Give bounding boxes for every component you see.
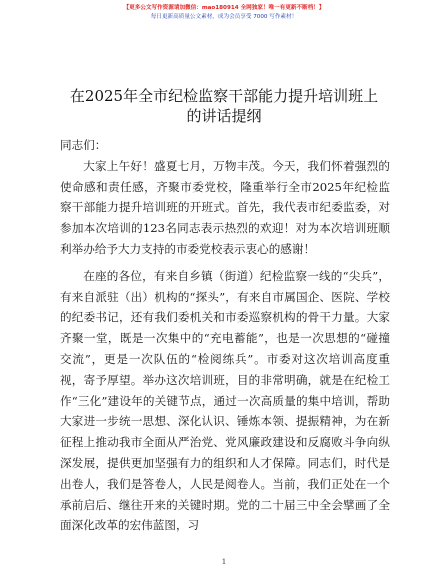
title-line-2: 的讲话提纲 [186,107,262,125]
salutation: 同志们： [60,138,107,152]
document-body [60,135,390,536]
title-line-1: 在2025年全市纪检监察干部能力提升培训班上 [69,87,379,105]
promo-line-2: 每日更新高质量公文素材，成为会员享受 7000 写作素材！ [150,14,298,20]
paragraph-1: 大家上午好！盛夏七月，万物丰茂。今天，我们怀着强烈的使命感和责任感，齐聚市委党校，隆重举行全市2025年纪检监察干部能力提升培训班的开班式。首先，我代表市纪委监委，对参加本次培训的123名同志表示热烈的欢迎！对为本次培训班顺利举办给予大力支持的市委党校表示衷心的感谢！ [60,158,390,256]
document-title [0,86,448,126]
paragraph-2: 在座的各位，有来自乡镇（街道）纪检监察一线的“尖兵”，有来自派驻（出）机构的“探头”，有来自市属国企、医院、学校的纪委书记，还有我们委机关和市委巡察机构的骨干力量。大家齐聚一堂，既是一次集中的“充电蓄能”，也是一次思想的“碰撞交流”，更是一次队伍的“检阅练兵”。市委对这次培训高度重视，寄予厚望。举办这次培训班，目的非常明确，就是在纪检工作“三化”建设年的关键节点，通过一次高质量的集中培训，帮助大家进一步统一思想、深化认识、锤炼本领、提振精神，为在新征程上推动我市全面从严治党、党风廉政建设和反腐败斗争向纵深发展，提供更加坚强有力的组织和人才保障。同志们，时代是出卷人，我们是答卷人，人民是阅卷人。当前，我们正处在一个承前启后、继往开来的关键时期。党的二十届三中全会擘画了全面深化改革的宏伟蓝图，习 [60,268,390,533]
promo-line-1: 【更多公文写作资源请加微信：mao180914 全网独家！唯一有更新不断档！】 [123,5,325,11]
promo-header [0,4,448,22]
page-number: 1 [221,557,227,566]
